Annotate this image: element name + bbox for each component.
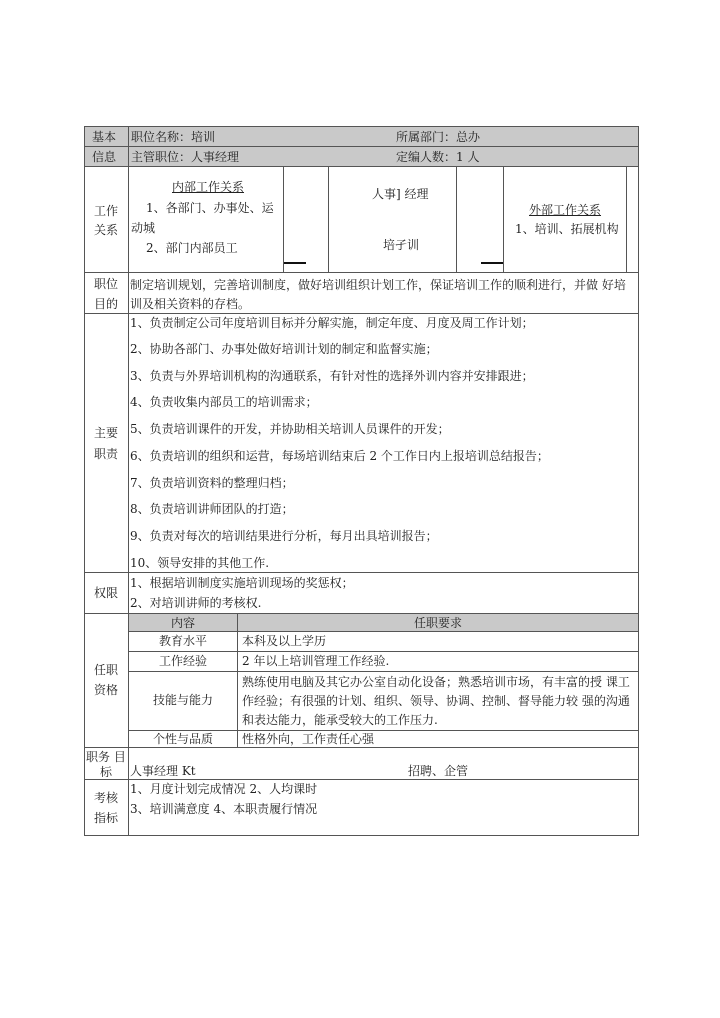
external-relations-title: 外部工作关系 [529,203,602,217]
external-relations-line-1: 1、培训、拓展机构 [515,222,619,236]
purpose-line-2: 训及相关资料的存档。 [130,297,251,311]
relations-label-1: 工作 [94,204,119,218]
duty-item: 7、负责培训资料的整理归档； [130,476,294,490]
authority-label: 权限 [94,586,119,600]
qualification-item: 工作经验 [158,654,207,668]
objective-right: 招聘、企管 [408,764,469,778]
qualification-requirement-header: 任职要求 [413,616,462,630]
qualifications-label-1: 任职 [94,663,119,677]
duty-item: 10、领导安排的其他工作. [130,556,270,570]
kpi-label-1: 考核 [94,791,119,805]
objective-label-2: 标 [100,765,113,779]
qualification-item: 个性与品质 [152,732,213,746]
duty-item: 1、负责制定公司年度培训目标并分解实施，制定年度、月度及周工作计划； [130,316,534,330]
duties-label-1: 主要 [94,426,119,440]
qualifications-label-2: 资格 [94,683,119,697]
objective-left: 人事经理 Kt [130,764,196,778]
connector-bar-right [481,262,503,264]
department: 所属部门：总办 [396,130,481,144]
qualification-requirement-line: 和表达能力，能承受较大的工作压力. [242,713,438,727]
internal-relations-title: 内部工作关系 [172,180,245,194]
qualification-content-header: 内容 [170,616,195,630]
duties-label-2: 职责 [94,447,119,461]
basic-info-label-2: 信息 [92,150,117,164]
purpose-label-1: 职位 [94,277,119,291]
internal-relations-line-1: 1、各部门、办事处、运 [146,201,274,215]
kpi-label-2: 指标 [94,811,119,825]
duty-item: 3、负责与外界培训机构的沟通联系，有针对性的选择外训内容并安排跟进； [130,369,534,383]
internal-relations-line-2: 动城 [131,221,156,235]
duty-item: 5、负责培训课件的开发，并协助相关培训人员课件的开发； [130,422,450,436]
hr-manager-box: 人事] 经理 [372,187,429,201]
internal-relations-line-3: 2、部门内部员工 [146,241,238,255]
supervisor-position: 主管职位：人事经理 [131,150,240,164]
headcount: 定编人数：1 人 [396,150,480,164]
qualification-requirement: 2 年以上培训管理工作经验. [242,654,390,668]
relations-label-2: 关系 [94,223,119,237]
purpose-label-2: 目的 [94,297,119,311]
kpi-line-1: 1、月度计划完成情况 2、人均课时 [130,782,318,796]
qualification-item: 技能与能力 [152,693,213,707]
position-name: 职位名称：培训 [131,130,216,144]
authority-item-2: 2、对培训讲师的考核权. [130,596,262,610]
authority-item-1: 1、根据培训制度实施培训现场的奖惩权； [130,576,354,590]
duty-item: 8、负责培训讲师团队的打造； [130,502,294,516]
qualification-requirement-line: 作经验；有很强的计划、组织、领导、协调、控制、督导能力较 强的沟通 [242,694,630,708]
purpose-line-1: 制定培训规划，完善培训制度，做好培训组织计划工作，保证培训工作的顺利进行，并做 好培 [130,278,626,292]
connector-bar-left [284,262,306,264]
duty-item: 2、协助各部门、办事处做好培训计划的制定和监督实施； [130,342,438,356]
duty-item: 6、负责培训的组织和运营，每场培训结束后 2 个工作日内上报培训总结报告； [130,449,549,463]
training-box: 培孑训 [383,238,420,252]
qualification-requirement: 本科及以上学历 [242,634,327,648]
kpi-line-2: 3、培训满意度 4、本职责履行情况 [130,802,318,816]
qualification-item: 教育水平 [158,634,207,648]
duty-item: 4、负责收集内部员工的培训需求； [130,395,318,409]
qualification-requirement: 性格外向，工作责任心强 [242,732,375,746]
objective-label-1: 职务 目 [86,750,126,764]
basic-info-label-1: 基本 [92,130,117,144]
qualification-requirement-line: 熟练使用电脑及其它办公室自动化设备；熟悉培训市场，有丰富的授 课工 [242,675,630,689]
duty-item: 9、负责对每次的培训结果进行分析，每月出具培训报告； [130,529,438,543]
